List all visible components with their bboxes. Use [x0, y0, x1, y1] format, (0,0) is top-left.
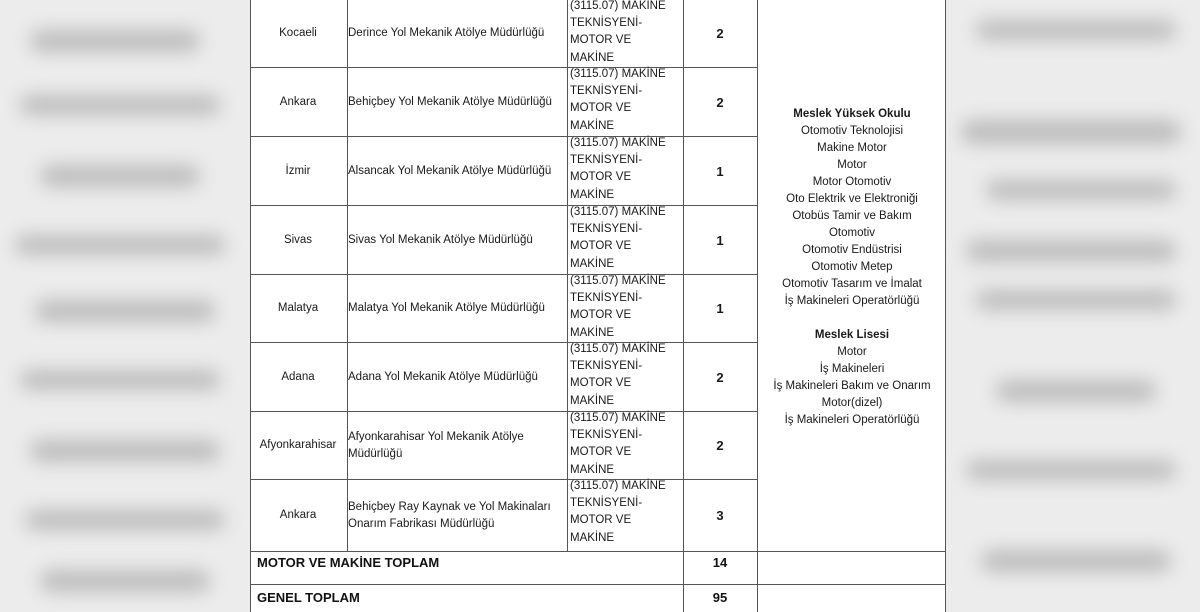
document-page [250, 0, 946, 612]
motor-total-label: MOTOR VE MAKİNE TOPLAM [257, 555, 440, 570]
job-title-line: MOTOR VE [570, 240, 632, 253]
column-divider [683, 0, 684, 612]
job-title-line: MOTOR VE [570, 309, 632, 322]
job-title-line: MAKİNE [570, 463, 615, 476]
job-title-line: MAKİNE [570, 394, 615, 407]
myo-heading: Meslek Yüksek Okulu [793, 108, 911, 120]
ml-list [758, 344, 946, 429]
qualification-item: Makine Motor [817, 142, 887, 154]
qualification-item: Motor [837, 159, 867, 171]
general-total-value: 95 [712, 590, 728, 605]
qualification-item: Otobüs Tamir ve Bakım [792, 210, 912, 222]
job-title-cell [570, 0, 682, 65]
qualification-item: Otomotiv Tasarım ve İmalat [782, 278, 922, 290]
job-title-line: MAKİNE [570, 326, 615, 339]
city-cell: İzmir [285, 164, 311, 177]
job-title-line: (3115.07) MAKİNE [570, 137, 666, 149]
row-divider [250, 551, 946, 552]
job-title-line: (3115.07) MAKİNE [570, 412, 666, 424]
myo-list [758, 123, 946, 310]
ml-heading: Meslek Lisesi [814, 329, 890, 341]
qualification-item: Otomotiv [828, 227, 875, 239]
quota-count-cell: 1 [716, 232, 724, 248]
qualification-item: İş Makineleri Operatörlüğü [784, 295, 920, 307]
job-title-line: (3115.07) MAKİNE [570, 68, 666, 80]
job-title-line: MOTOR VE [570, 514, 632, 527]
qualification-item: Otomotiv Teknolojisi [800, 125, 904, 137]
job-title-cell [570, 66, 682, 134]
job-title-line: MOTOR VE [570, 446, 632, 459]
blurred-background-left [0, 0, 250, 610]
qualification-item: Motor(dizel) [821, 397, 883, 409]
unit-cell: Malatya Yol Mekanik Atölye Müdürlüğü [348, 302, 545, 314]
job-title-line: MOTOR VE [570, 102, 632, 115]
quota-count-cell: 3 [716, 508, 724, 523]
unit-cell: Afyonkarahisar Yol Mekanik Atölye Müdürlüğü [348, 430, 524, 460]
quota-count-cell: 2 [716, 26, 724, 41]
quota-count-cell: 2 [716, 369, 724, 385]
job-title-line: MOTOR VE [570, 34, 632, 47]
qualification-item: İş Makineleri Operatörlüğü [784, 414, 920, 426]
qualification-item: Motor [837, 346, 867, 358]
job-title-line: MAKİNE [570, 257, 615, 270]
qualifications-cell [758, 106, 946, 429]
city-cell: Malatya [277, 302, 319, 314]
city-cell: Ankara [279, 509, 317, 521]
city-cell: Sivas [283, 233, 313, 246]
job-title-line: (3115.07) MAKİNE [570, 275, 666, 287]
city-cell: Afyonkarahisar [259, 439, 337, 451]
city-cell: Ankara [279, 95, 317, 108]
job-title-cell [570, 135, 682, 203]
quota-count-cell: 2 [716, 94, 724, 110]
unit-cell: Adana Yol Mekanik Atölye Müdürlüğü [348, 370, 538, 383]
job-title-cell [570, 341, 682, 409]
job-title-cell [570, 273, 682, 340]
job-title-line: MAKİNE [570, 188, 615, 201]
motor-total-value: 14 [712, 555, 728, 570]
job-title-cell [570, 478, 682, 549]
qualification-item: İş Makineleri Bakım ve Onarım [773, 380, 931, 392]
blurred-background-right [946, 0, 1200, 610]
job-title-line: TEKNİSYENİ- [570, 497, 643, 510]
column-divider [567, 0, 568, 551]
unit-cell: Behiçbey Ray Kaynak ve Yol Makinaları Onarım Fabrikası Müdürlüğü [348, 500, 551, 530]
job-title-cell [570, 204, 682, 272]
job-title-cell [570, 410, 682, 477]
job-title-line: MAKİNE [570, 531, 615, 544]
qualification-item: Oto Elektrik ve Elektroniği [786, 193, 918, 205]
job-title-line: MOTOR VE [570, 377, 632, 390]
quota-count-cell: 1 [716, 163, 724, 179]
job-title-line: TEKNİSYENİ- [570, 17, 643, 30]
general-total-label: GENEL TOPLAM [257, 590, 360, 605]
qualification-item: Otomotiv Metep [811, 261, 893, 273]
city-cell: Kocaeli [279, 27, 317, 39]
job-title-line: MOTOR VE [570, 171, 632, 184]
quota-count-cell: 1 [716, 301, 724, 316]
unit-cell: Derince Yol Mekanik Atölye Müdürlüğü [348, 27, 545, 39]
job-title-line: (3115.07) MAKİNE [570, 343, 666, 355]
job-title-line: TEKNİSYENİ- [570, 85, 643, 98]
job-title-line: TEKNİSYENİ- [570, 154, 643, 167]
qualification-item: İş Makineleri [819, 363, 885, 375]
job-title-line: TEKNİSYENİ- [570, 360, 643, 373]
quota-count-cell: 2 [716, 438, 724, 453]
unit-cell: Alsancak Yol Mekanik Atölye Müdürlüğü [348, 164, 552, 177]
job-title-line: MAKİNE [570, 119, 615, 132]
city-cell: Adana [281, 370, 315, 383]
job-title-line: MAKİNE [570, 51, 615, 64]
job-title-line: TEKNİSYENİ- [570, 223, 643, 236]
qualification-item: Otomotiv Endüstrisi [802, 244, 902, 256]
row-divider [250, 584, 946, 585]
qualification-item: Motor Otomotiv [812, 176, 892, 188]
job-title-line: (3115.07) MAKİNE [570, 480, 666, 492]
unit-cell: Sivas Yol Mekanik Atölye Müdürlüğü [348, 233, 533, 246]
job-title-line: TEKNİSYENİ- [570, 292, 643, 305]
job-title-line: (3115.07) MAKİNE [570, 0, 666, 12]
job-title-line: TEKNİSYENİ- [570, 429, 643, 442]
job-title-line: (3115.07) MAKİNE [570, 206, 666, 218]
unit-cell: Behiçbey Yol Mekanik Atölye Müdürlüğü [348, 95, 552, 108]
